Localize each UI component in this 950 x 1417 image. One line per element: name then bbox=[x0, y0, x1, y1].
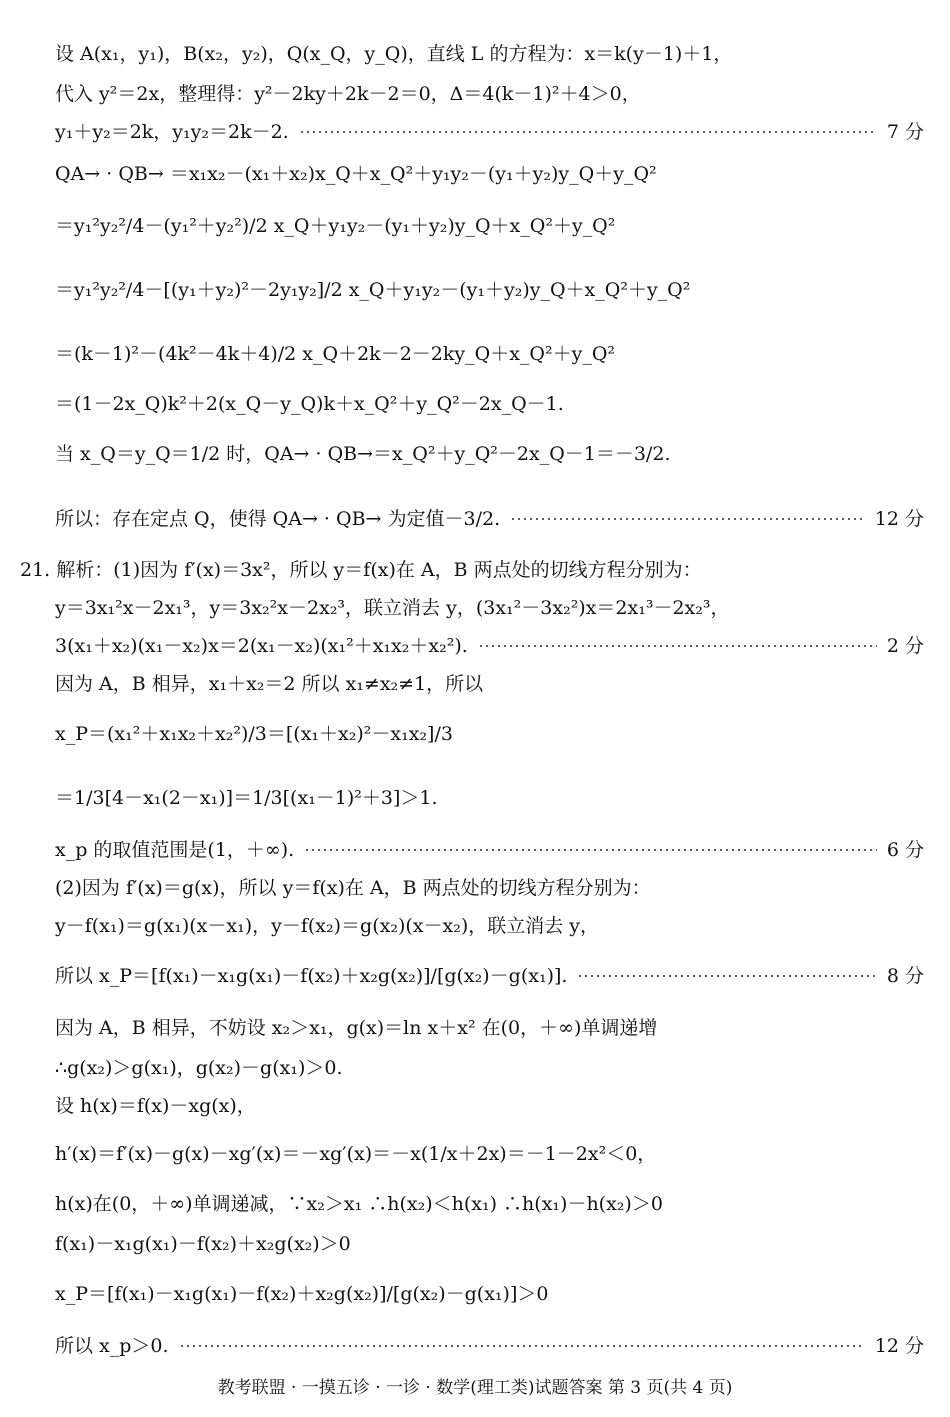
solution-line: y＝3x₁²x－2x₁³，y＝3x₂²x－2x₂³，联立消去 y，(3x₁²－3x₂²)x＝2x₁³－2x₂³， bbox=[55, 597, 730, 619]
leader-dots bbox=[478, 645, 877, 647]
solution-line: y－f(x₁)＝g(x₁)(x－x₁)，y－f(x₂)＝g(x₂)(x－x₂)，联立消去 y， bbox=[55, 915, 600, 937]
solution-line: x_p 的取值范围是(1，＋∞). 6 分 bbox=[55, 836, 924, 864]
page-footer: 教考联盟 · 一摸五诊 · 一诊 · 数学(理工类)试题答案 第 3 页(共 4 页) bbox=[217, 1378, 733, 1398]
leader-dots bbox=[510, 518, 865, 520]
leader-dots bbox=[179, 1345, 865, 1347]
solution-line: 所以 x_P＝[f(x₁)－x₁g(x₁)－f(x₂)＋x₂g(x₂)]/[g(x₂)－g(x₁)]. 8 分 bbox=[55, 962, 924, 990]
score-mark: 12 分 bbox=[874, 508, 924, 530]
solution-line: 因为 A，B 相异，x₁＋x₂＝2 所以 x₁≠x₂≠1，所以 bbox=[55, 673, 484, 695]
solution-line: 所以 x_p＞0. 12 分 bbox=[55, 1332, 924, 1360]
solution-line: 当 x_Q＝y_Q＝1/2 时，QA→ · QB→＝x_Q²＋y_Q²－2x_Q－1＝－3/2. bbox=[55, 443, 671, 465]
solution-line: ＝(k－1)²－(4k²－4k＋4)/2 x_Q＋2k－2－2ky_Q＋x_Q²＋y_Q² bbox=[55, 343, 616, 365]
solution-line: 设 h(x)＝f(x)－xg(x)， bbox=[55, 1095, 256, 1117]
solution-line: h′(x)＝f′(x)－g(x)－xg′(x)＝－xg′(x)＝－x(1/x＋2x)＝－1－2x²＜0， bbox=[55, 1143, 657, 1165]
solution-line: ∴g(x₂)＞g(x₁)，g(x₂)－g(x₁)＞0. bbox=[55, 1057, 343, 1079]
score-mark: 6 分 bbox=[886, 839, 924, 861]
solution-line: ＝y₁²y₂²/4－[(y₁＋y₂)²－2y₁y₂]/2 x_Q＋y₁y₂－(y₁＋y₂)y_Q＋x_Q²＋y_Q² bbox=[55, 279, 691, 301]
solution-line: 3(x₁＋x₂)(x₁－x₂)x＝2(x₁－x₂)(x₁²＋x₁x₂＋x₂²). 2 分 bbox=[55, 632, 924, 660]
solution-line: ＝1/3[4－x₁(2－x₁)]＝1/3[(x₁－1)²＋3]＞1. bbox=[55, 787, 438, 809]
solution-line: 代入 y²＝2x，整理得：y²－2ky＋2k－2＝0，Δ＝4(k－1)²＋4＞0， bbox=[55, 83, 641, 105]
leader-dots bbox=[577, 975, 876, 977]
solution-line: 所以：存在定点 Q，使得 QA→ · QB→ 为定值－3/2. 12 分 bbox=[55, 505, 924, 533]
solution-line: x_P＝[f(x₁)－x₁g(x₁)－f(x₂)＋x₂g(x₂)]/[g(x₂)－g(x₁)]＞0 bbox=[55, 1283, 549, 1305]
leader-dots bbox=[304, 849, 877, 851]
solution-line: h(x)在(0，＋∞)单调递减，∵x₂＞x₁ ∴h(x₂)＜h(x₁) ∴h(x₁)－h(x₂)＞0 bbox=[55, 1193, 663, 1215]
score-mark: 2 分 bbox=[886, 635, 924, 657]
solution-line: x_P＝(x₁²＋x₁x₂＋x₂²)/3＝[(x₁＋x₂)²－x₁x₂]/3 bbox=[55, 723, 453, 745]
solution-line: (2)因为 f′(x)＝g(x)，所以 y＝f(x)在 A，B 两点处的切线方程分别为： bbox=[55, 877, 651, 899]
solution-line: ＝y₁²y₂²/4－(y₁²＋y₂²)/2 x_Q＋y₁y₂－(y₁＋y₂)y_Q＋x_Q²＋y_Q² bbox=[55, 215, 616, 237]
score-mark: 7 分 bbox=[886, 121, 924, 143]
question-21-heading: 21. 解析：(1)因为 f′(x)＝3x²，所以 y＝f(x)在 A，B 两点处的切线方程分别为： bbox=[20, 559, 702, 581]
score-mark: 8 分 bbox=[886, 965, 924, 987]
solution-line: f(x₁)－x₁g(x₁)－f(x₂)＋x₂g(x₂)＞0 bbox=[55, 1233, 351, 1255]
solution-line: QA→ · QB→ ＝x₁x₂－(x₁＋x₂)x_Q＋x_Q²＋y₁y₂－(y₁＋y₂)y_Q＋y_Q² bbox=[55, 163, 657, 185]
solution-line: ＝(1－2x_Q)k²＋2(x_Q－y_Q)k＋x_Q²＋y_Q²－2x_Q－1. bbox=[55, 393, 564, 415]
leader-dots bbox=[299, 131, 877, 133]
solution-line: 设 A(x₁，y₁)，B(x₂，y₂)，Q(x_Q，y_Q)，直线 L 的方程为：x＝k(y－1)＋1， bbox=[55, 43, 733, 65]
score-mark: 12 分 bbox=[874, 1335, 924, 1357]
solution-line: 因为 A，B 相异，不妨设 x₂＞x₁，g(x)＝ln x＋x² 在(0，＋∞)单调递增 bbox=[55, 1017, 658, 1039]
solution-line: y₁＋y₂＝2k，y₁y₂＝2k－2. 7 分 bbox=[55, 118, 924, 146]
